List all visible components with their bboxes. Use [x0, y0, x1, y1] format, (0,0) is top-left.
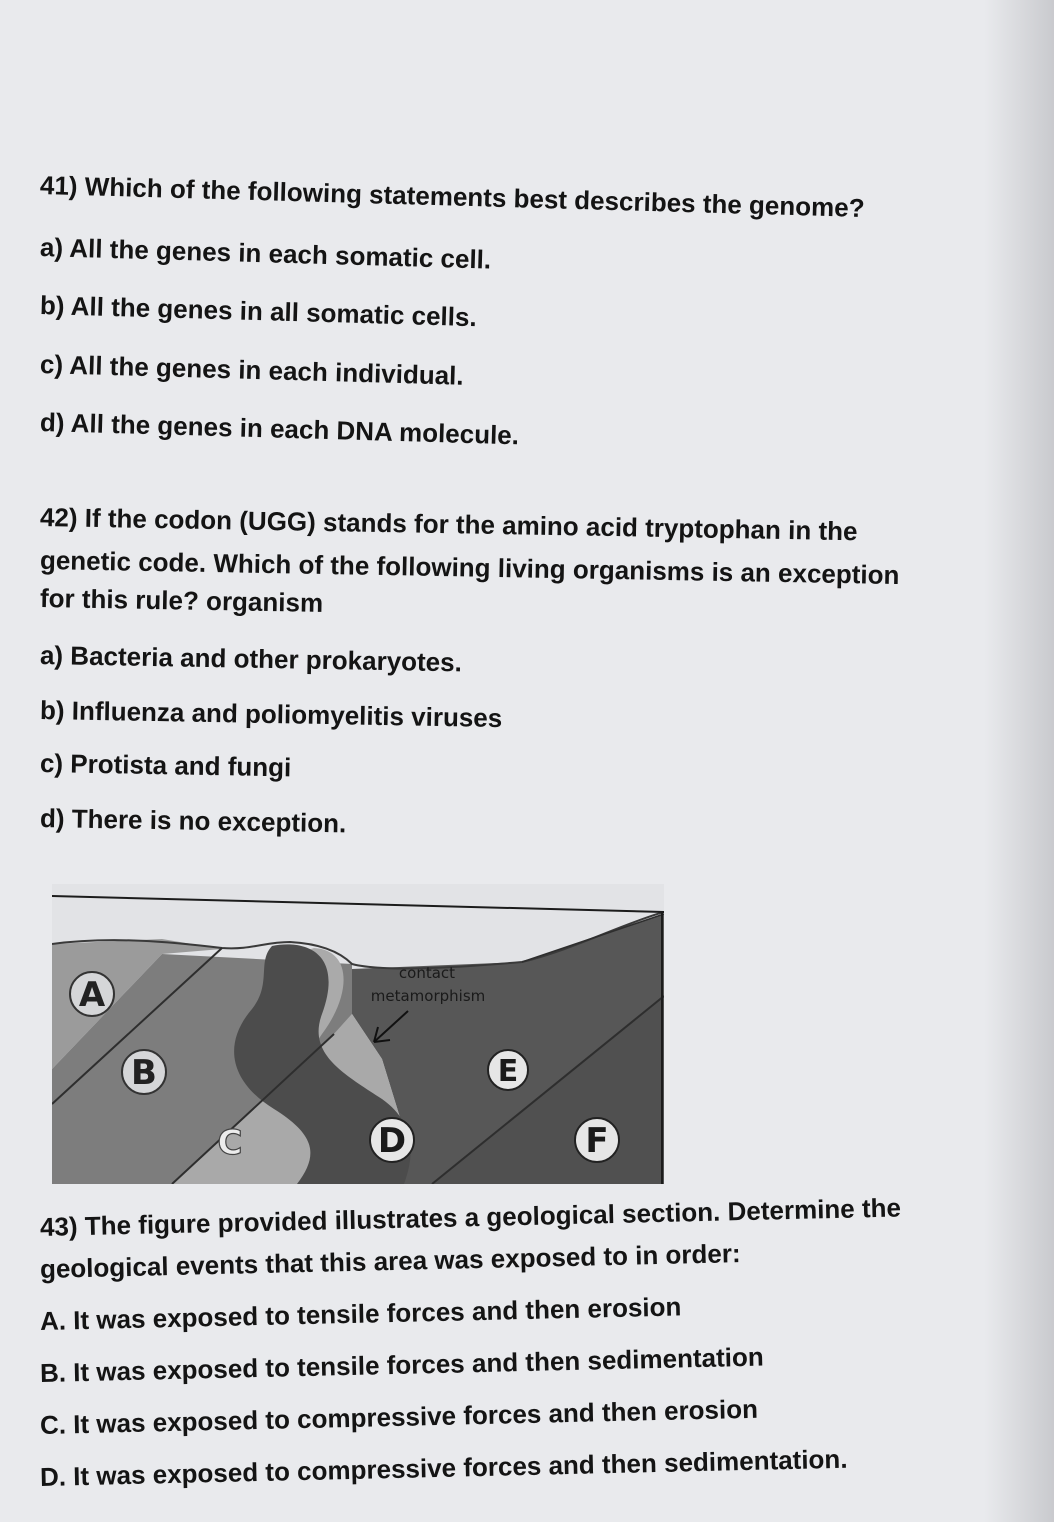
question-41-option-b: b) All the genes in all somatic cells.	[39, 290, 478, 333]
layer-label-e: E	[497, 1054, 519, 1089]
question-43-stem-line-1: 43) The figure provided illustrates a geological section. Determine the	[39, 1192, 902, 1242]
layer-label-a-badge	[70, 972, 114, 1016]
question-43-option-a: A. It was exposed to tensile forces and then erosion	[39, 1291, 682, 1336]
question-41-option-c: c) All the genes in each individual.	[39, 349, 465, 391]
question-42-stem-line-2: genetic code. Which of the following living organisms is an exception	[39, 545, 900, 590]
layer-label-a: A	[78, 975, 106, 1015]
layer-label-e-badge	[488, 1050, 528, 1090]
layer-label-d-badge	[370, 1118, 414, 1162]
question-41-stem: 41) Which of the following statements best describes the genome?	[39, 170, 866, 224]
question-42-option-c: c) Protista and fungi	[39, 748, 292, 783]
question-43-option-c: C. It was exposed to compressive forces and then erosion	[39, 1393, 759, 1440]
geological-section-diagram	[52, 884, 664, 1184]
layer-label-b-badge	[122, 1050, 166, 1094]
layer-label-b: B	[131, 1053, 157, 1093]
question-42-option-a: a) Bacteria and other prokaryotes.	[39, 640, 463, 678]
layer-label-c: C	[217, 1123, 243, 1163]
page-edge-shadow	[984, 0, 1054, 1522]
question-43-option-b: B. It was exposed to tensile forces and then sedimentation	[39, 1341, 764, 1388]
annotation-contact: contact	[398, 964, 456, 982]
layer-label-d: D	[377, 1121, 407, 1161]
question-42-stem-line-3: for this rule? organism	[39, 583, 324, 618]
annotation-metamorphism: metamorphism	[370, 987, 486, 1005]
question-41-option-a: a) All the genes in each somatic cell.	[39, 232, 492, 275]
geological-section-figure	[52, 884, 664, 1184]
layer-label-f-badge	[575, 1118, 619, 1162]
question-43-option-d: D. It was exposed to compressive forces and then sedimentation.	[39, 1443, 848, 1492]
layer-label-f: F	[585, 1121, 609, 1161]
question-42-stem-line-1: 42) If the codon (UGG) stands for the amino acid tryptophan in the	[39, 502, 858, 547]
question-42-option-d: d) There is no exception.	[39, 803, 347, 839]
question-42-option-b: b) Influenza and poliomyelitis viruses	[39, 695, 503, 734]
layer-label-c-badge	[218, 1123, 243, 1163]
question-43-stem-line-2: geological events that this area was exposed to in order:	[39, 1238, 741, 1284]
question-41-option-d: d) All the genes in each DNA molecule.	[39, 407, 520, 451]
